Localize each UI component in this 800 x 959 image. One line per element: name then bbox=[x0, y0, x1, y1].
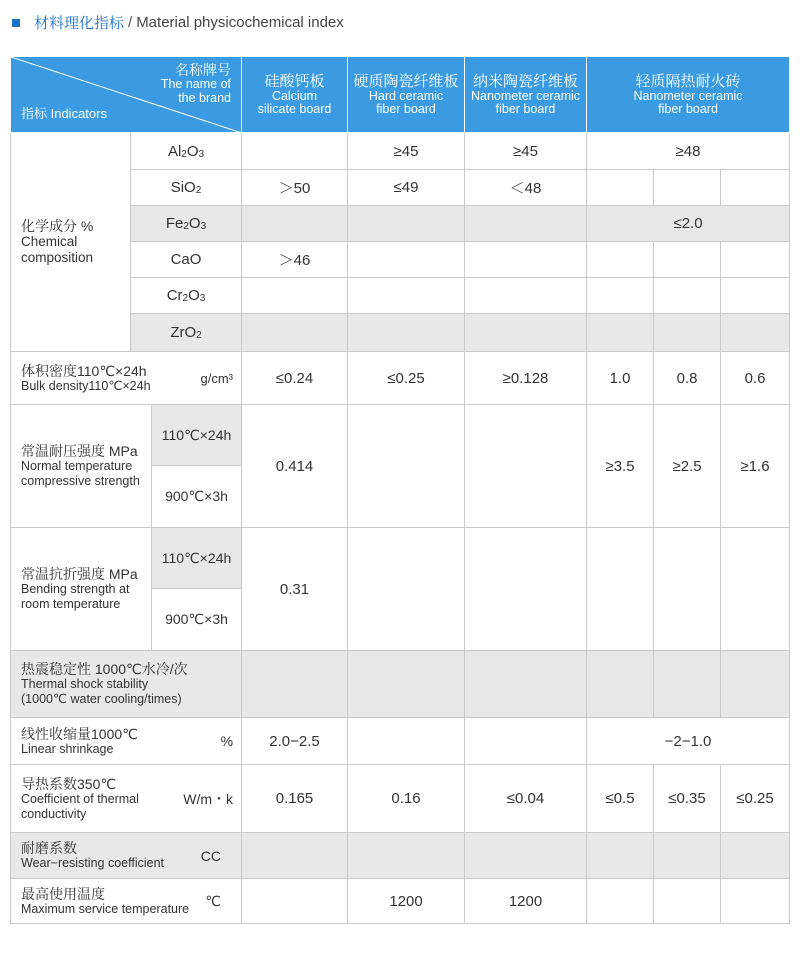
brand-header-en-1: The name of bbox=[160, 77, 232, 91]
cell bbox=[242, 314, 348, 352]
cell bbox=[348, 314, 465, 352]
cell bbox=[587, 314, 654, 352]
cell: ≥2.5 bbox=[654, 405, 721, 528]
cell: ≤0.24 bbox=[242, 352, 348, 405]
page-title bbox=[12, 12, 344, 33]
cell: ≥45 bbox=[348, 133, 465, 170]
cell bbox=[654, 833, 721, 879]
column-header-en: Nanometer ceramic bbox=[633, 88, 743, 103]
cell: 1200 bbox=[465, 879, 587, 924]
chemical-label bbox=[11, 133, 131, 352]
cell bbox=[721, 651, 790, 718]
cell bbox=[242, 833, 348, 879]
table-row-wear bbox=[11, 833, 790, 879]
title-separator: / bbox=[128, 14, 133, 31]
thermal-shock-label-en: Thermal shock stability bbox=[21, 677, 149, 691]
element-cr2o3: $Cr_2O_3$ bbox=[131, 278, 242, 314]
column-header-cn: 硬质陶瓷纤维板 bbox=[353, 72, 459, 90]
column-header-hard-ceramic bbox=[348, 57, 465, 133]
cell bbox=[348, 242, 465, 278]
max-temp-unit: ℃ bbox=[205, 892, 222, 909]
table-row-max-temp bbox=[11, 879, 790, 924]
cell: ≥1.6 bbox=[721, 405, 790, 528]
cell bbox=[654, 242, 721, 278]
bending-label-cn: 常温抗折强度 MPa bbox=[21, 566, 138, 582]
cell bbox=[587, 170, 654, 206]
cell: 0.6 bbox=[721, 352, 790, 405]
cell bbox=[465, 242, 587, 278]
column-header-calcium-silicate bbox=[242, 57, 348, 133]
cell bbox=[587, 242, 654, 278]
shrinkage-label bbox=[11, 718, 242, 765]
cell bbox=[654, 528, 721, 651]
element-zro2: ZrO$_2$ bbox=[131, 314, 242, 352]
wear-label bbox=[11, 833, 242, 879]
cell: ＞50 bbox=[242, 170, 348, 206]
cell: ≥3.5 bbox=[587, 405, 654, 528]
cell bbox=[721, 314, 790, 352]
table-row-al2o3 bbox=[11, 133, 790, 170]
table-row-shrinkage bbox=[11, 718, 790, 765]
corner-header-cell bbox=[11, 57, 242, 133]
cell: ≥48 bbox=[587, 133, 790, 170]
cell: ≤0.25 bbox=[721, 765, 790, 833]
conductivity-label bbox=[11, 765, 242, 833]
chemical-label-cn: 化学成分 % bbox=[21, 218, 94, 234]
cell bbox=[465, 206, 587, 242]
element-fe2o3: $Fe_2O_3$ bbox=[131, 206, 242, 242]
column-header-en: Calcium bbox=[271, 88, 318, 103]
cell: 2.0−2.5 bbox=[242, 718, 348, 765]
cell bbox=[587, 651, 654, 718]
cell bbox=[721, 278, 790, 314]
cell: ＜48 bbox=[465, 170, 587, 206]
density-label-en: Bulk density110℃×24h bbox=[21, 378, 151, 393]
compressive-label-en: compressive strength bbox=[21, 474, 140, 488]
cell: ≤2.0 bbox=[587, 206, 790, 242]
cell bbox=[721, 833, 790, 879]
cell bbox=[348, 405, 465, 528]
compressive-label-en: Normal temperature bbox=[21, 459, 133, 473]
cell bbox=[587, 528, 654, 651]
column-header-cn: 硅酸钙板 bbox=[264, 72, 325, 90]
element-cao: CaO bbox=[131, 242, 242, 278]
brand-header bbox=[161, 63, 231, 105]
chemical-label-en: composition bbox=[21, 250, 94, 265]
cell bbox=[465, 651, 587, 718]
bending-label bbox=[11, 528, 152, 651]
compressive-label-cn: 常温耐压强度 MPa bbox=[21, 443, 138, 459]
cell bbox=[465, 528, 587, 651]
column-header-en: Hard ceramic bbox=[368, 88, 444, 103]
shrinkage-label-en: Linear shrinkage bbox=[21, 741, 114, 756]
density-label bbox=[11, 352, 242, 405]
element-al2o3: $Al_2O_3$ bbox=[131, 133, 242, 170]
cell bbox=[654, 314, 721, 352]
cell bbox=[721, 242, 790, 278]
shrinkage-label-cn: 线性收缩量1000℃ bbox=[21, 725, 138, 742]
cell: 0.414 bbox=[242, 405, 348, 528]
conductivity-label-cn: 导热系数350℃ bbox=[21, 775, 117, 792]
cell bbox=[587, 879, 654, 924]
cell: −2−1.0 bbox=[587, 718, 790, 765]
cell bbox=[348, 528, 465, 651]
element-sio2: SiO$_2$ bbox=[131, 170, 242, 206]
bending-label-en: room temperature bbox=[21, 597, 121, 611]
column-header-en: fiber board bbox=[658, 101, 718, 116]
bending-label-en: Bending strength at bbox=[21, 582, 130, 596]
cell: 1.0 bbox=[587, 352, 654, 405]
cell: ≤0.25 bbox=[348, 352, 465, 405]
conductivity-label-en: Coefficient of thermal bbox=[21, 791, 139, 806]
table-row-compressive-1 bbox=[11, 405, 790, 466]
cell: ≤49 bbox=[348, 170, 465, 206]
cell: ≥0.128 bbox=[465, 352, 587, 405]
cell bbox=[654, 278, 721, 314]
cell bbox=[654, 879, 721, 924]
column-header-en: silicate board bbox=[257, 101, 332, 116]
condition-cell: 900℃×3h bbox=[152, 466, 242, 528]
column-header-nano-ceramic bbox=[465, 57, 587, 133]
indicators-header: 指标 Indicators bbox=[21, 106, 107, 121]
cell bbox=[242, 278, 348, 314]
table-row-bending-1 bbox=[11, 528, 790, 589]
wear-label-cn: 耐磨系数 bbox=[21, 840, 77, 856]
brand-header-cn: 名称牌号 bbox=[175, 62, 232, 78]
cell: 0.165 bbox=[242, 765, 348, 833]
cell bbox=[721, 528, 790, 651]
compressive-label bbox=[11, 405, 152, 528]
max-temp-label-en: Maximum service temperature bbox=[21, 901, 190, 916]
table-row-density bbox=[11, 352, 790, 405]
conductivity-label-en: conductivity bbox=[21, 806, 87, 821]
cell bbox=[348, 718, 465, 765]
cell bbox=[654, 651, 721, 718]
max-temp-label-cn: 最高使用温度 bbox=[21, 885, 105, 902]
cell bbox=[654, 170, 721, 206]
max-temp-label bbox=[11, 879, 242, 924]
title-square-icon bbox=[12, 19, 20, 27]
cell bbox=[242, 651, 348, 718]
cell: 1200 bbox=[348, 879, 465, 924]
thermal-shock-label bbox=[11, 651, 242, 718]
cell bbox=[348, 278, 465, 314]
cell bbox=[465, 405, 587, 528]
cell bbox=[348, 833, 465, 879]
cell bbox=[721, 879, 790, 924]
column-header-cn: 轻质隔热耐火砖 bbox=[635, 72, 741, 90]
cell bbox=[721, 170, 790, 206]
cell bbox=[465, 718, 587, 765]
shrinkage-unit: % bbox=[220, 733, 234, 749]
chemical-label-en: Chemical bbox=[21, 234, 78, 249]
density-label-cn: 体积密度110℃×24h bbox=[21, 362, 147, 379]
cell bbox=[465, 314, 587, 352]
cell bbox=[242, 133, 348, 170]
cell: 0.31 bbox=[242, 528, 348, 651]
cell bbox=[348, 651, 465, 718]
cell: ≤0.35 bbox=[654, 765, 721, 833]
cell bbox=[465, 278, 587, 314]
conductivity-unit: W/m・k bbox=[183, 790, 234, 807]
cell bbox=[348, 206, 465, 242]
density-unit: g/cm³ bbox=[200, 370, 234, 386]
cell: ＞46 bbox=[242, 242, 348, 278]
cell bbox=[242, 206, 348, 242]
cell bbox=[587, 278, 654, 314]
table-row-conductivity bbox=[11, 765, 790, 833]
physicochemical-table bbox=[10, 56, 790, 924]
thermal-shock-label-en: (1000℃ water cooling/times) bbox=[21, 692, 182, 706]
title-en: Material physicochemical index bbox=[136, 14, 344, 31]
cell: ≤0.04 bbox=[465, 765, 587, 833]
cell bbox=[587, 833, 654, 879]
cell: ≥45 bbox=[465, 133, 587, 170]
wear-label-en: Wear−resisting coefficient bbox=[21, 856, 165, 870]
title-cn: 材料理化指标 bbox=[34, 15, 125, 32]
cell: 0.8 bbox=[654, 352, 721, 405]
column-header-light-brick bbox=[587, 57, 790, 133]
column-header-en: Nanometer ceramic bbox=[470, 88, 581, 103]
cell bbox=[242, 879, 348, 924]
condition-cell: 110℃×24h bbox=[152, 528, 242, 589]
column-header-cn: 纳米陶瓷纤维板 bbox=[473, 72, 579, 90]
column-header-en: fiber board bbox=[376, 101, 436, 116]
thermal-shock-label-cn: 热震稳定性 1000℃水冷/次 bbox=[21, 661, 188, 677]
brand-header-en-2: the brand bbox=[178, 91, 232, 105]
wear-unit: CC bbox=[200, 847, 222, 864]
cell: 0.16 bbox=[348, 765, 465, 833]
cell bbox=[465, 833, 587, 879]
cell: ≤0.5 bbox=[587, 765, 654, 833]
table-row-thermal-shock bbox=[11, 651, 790, 718]
condition-cell: 110℃×24h bbox=[152, 405, 242, 466]
column-header-en: fiber board bbox=[495, 101, 556, 116]
condition-cell: 900℃×3h bbox=[152, 589, 242, 651]
